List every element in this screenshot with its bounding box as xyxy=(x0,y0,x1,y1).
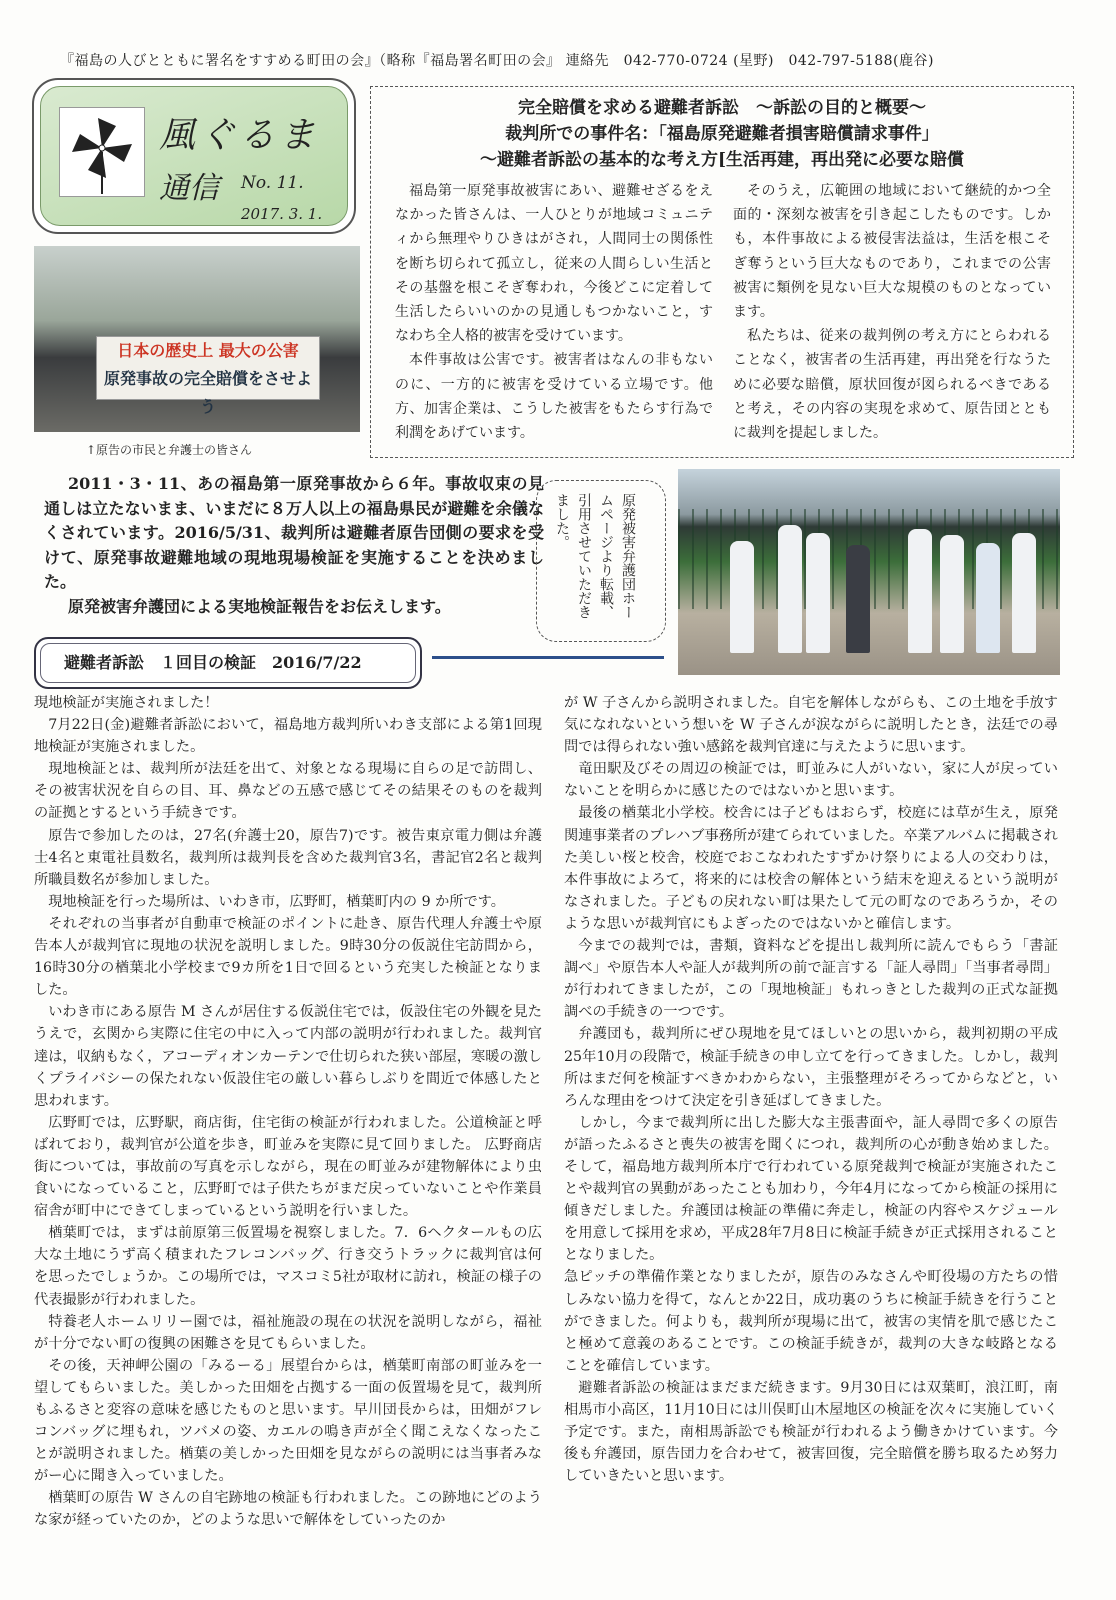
person-figure xyxy=(976,543,1000,653)
newsletter-subtitle: 通信 xyxy=(159,171,219,206)
person-figure xyxy=(778,525,802,653)
report-paragraph: 広野町では，広野駅，商店街，住宅街の検証が行われました。公道検証と呼ばれており，裁判官が公道を歩き，町並みを実際に見て回りました。 広野商店街については，事故前の写真を示しながら，現在の町並みが建物解体により虫食いになっていること，広野町では子供たちがまだ戻っていないことや作業員宿舎が町中にできてしまっているという説明を行いました。 xyxy=(34,1114,542,1220)
lead-paragraph: 2011・3・11、あの福島第一原発事故から６年。事故収束の見通しは立たないまま、いまだに８万人以上の福島県民が避難を余儀なくされています。2016/5/31、裁判所は避難者原告団側の要求を受けて、原発事故避難地域の現地現場検証を実施することを決めました。 xyxy=(44,474,544,591)
report-paragraph: いわき市にある原告 M さんが居住する仮説住宅では，仮設住宅の外観を見たうえで，玄関から実際に住宅の中に入って内部の説明が行われました。裁判官達は，収納もなく，アコーディオンカーテンで仕切られた狭い部屋，寒暖の激しくプライバシーの保たれない仮設住宅の厳しい暮らしぶりを間近で体感したと思われます。 xyxy=(34,1004,542,1109)
banner-line-1: 日本の歴史上 最大の公害 xyxy=(117,341,299,360)
summary-paragraph: そのうえ，広範囲の地域において継続的かつ全面的・深刻な被害を引き起こしたものです。しかも，本件事故による被侵害法益は，生活を根こそぎ奪うという巨大なものであり，これまでの公害被害に類例を見ない巨大な規模のものとなっています。 xyxy=(733,183,1051,321)
report-paragraph: 避難者訴訟の検証はまだまだ続きます。9月30日には双葉町，浪江町，南相馬市小高区，11月10日には川俣町山木屋地区の検証を次々に実施していく予定です。また，南相馬訴訟でも検証が行われるよう働きかけています。今後も弁護団，原告団力を合わせて，被害回復，完全賠償を勝ち取るため努力していきたいと思います。 xyxy=(564,1379,1058,1485)
section-title-box xyxy=(34,637,422,689)
newsletter-title: 風ぐるま xyxy=(159,115,320,156)
site-inspection-photo xyxy=(678,469,1060,675)
report-paragraph: 現地検証とは、裁判所が法廷を出て、対象となる現場に自らの足で訪問し、その被害状況を自らの目、耳、鼻などの五感で感じてその結果そのものを裁判の証拠とするという手続きです。 xyxy=(34,761,542,822)
person-figure xyxy=(908,529,932,653)
summary-title-line-1: 完全賠償を求める避難者訴訟 ～訴訟の目的と概要～ xyxy=(518,98,926,118)
report-paragraph: 原告で参加したのは，27名(弁護士20，原告7)です。被告東京電力側は弁護士4名と東電社員数名，裁判所は裁判長を含めた裁判官3名，書記官2名と裁判所職員数名が参加しました。 xyxy=(34,827,542,888)
issue-date: 2017. 3. 1. xyxy=(241,205,323,223)
issue-number: No. 11. xyxy=(241,173,304,193)
masthead-panel xyxy=(40,86,348,226)
report-paragraph: 最後の楢葉北小学校。校舎には子どもはおらず，校庭には草が生え，原発関連事業者のプレハブ事務所が建てられていました。卒業アルバムに掲載された美しい桜と校舎，校庭でおこなわれたすずかけ祭りによる人の交わりは，本件事故によろて，将来的には校舎の解体という結末を迎えるという説明がなされました。子どもの戻れない町は果たして元の町なのであろうか，そのような思いが裁判官にもよぎったのではないかと確信します。 xyxy=(564,805,1058,932)
masthead xyxy=(32,78,356,234)
report-paragraph: 今までの裁判では，書類，資料などを提出し裁判所に読んでもらう「書証調べ」や原告本人や証人が裁判所の前で証言する「証人尋問」「当事者尋問」が行われてきましたが，この「現地検証」もれっきとした裁判の正式な証拠調べの手続きの一つです。 xyxy=(564,938,1058,1021)
summary-title-line-3: ～避難者訴訟の基本的な考え方[生活再建，再出発に必要な賠償 xyxy=(479,150,965,170)
report-left-column xyxy=(34,692,542,1532)
source-note-text: 原発被害弁護団ホームページより転載、引用させていただきました。 xyxy=(554,493,636,619)
lead-paragraph: 原発被害弁護団による実地検証報告をお伝えします。 xyxy=(68,596,451,616)
person-figure xyxy=(730,541,754,653)
report-paragraph: 現地検証が実施されました！ xyxy=(34,695,219,711)
person-figure xyxy=(846,545,870,653)
summary-paragraph: 福島第一原発事故被害にあい、避難せざるをえなかった皆さんは、一人ひとりが地域コミュニティから無理やりひきはがされ，人間同士の関係性を断ち切られて孤立し，従来の人間らしい生活とその基盤を根こそぎ奪われ，今後どこに定着して生活したらいいのかの見通しもつかないこと，すなわち全人格的被害を受けています。 xyxy=(395,183,713,345)
report-paragraph: 楢葉町の原告 W さんの自宅跡地の検証も行われました。この跡地にどのような家が経っていたのか，どのような思いで解体をしていったのか xyxy=(34,1490,542,1529)
plaintiffs-photo xyxy=(34,246,360,432)
banner-line-2: 原発事故の完全賠償をさせよう xyxy=(103,369,312,416)
person-figure xyxy=(940,535,964,653)
report-paragraph: 弁護団も，裁判所にぜひ現地を見てほしいとの思いから，裁判初期の平成25年10月の段階で，検証手続きの申し立てを行ってきました。しかし，裁判所はまだ何を検証すべきかわからない，主張整理がそろってからなどと，いろんな理由をつけて決定を引き延ばしてきました。 xyxy=(564,1026,1058,1109)
summary-title-line-2: 裁判所での事件名：「福島原発避難者損害賠償請求事件」 xyxy=(505,124,939,144)
report-paragraph: 竜田駅及びその周辺の検証では，町並みに人がいない，家に人が戻っていないことを明らかに感じたのではないかと思います。 xyxy=(564,761,1058,800)
report-right-column xyxy=(564,692,1058,1487)
summary-paragraph: 本件事故は公害です。被害者はなんの非もないのに、一方的に被害を受けている立場です。他方、加害企業は、こうした被害をもたらす行為で利潤をあげています。 xyxy=(395,352,713,442)
contact-line: 『福島の人びとともに署名をすすめる町田の会』（略称『福島署名町田の会』 連絡先 042-770-0724 (星野) 042-797-5188(鹿谷) xyxy=(60,53,934,69)
lead-text xyxy=(44,472,544,619)
report-paragraph: 7月22日(金)避難者訴訟において，福島地方裁判所いわき支部による第1回現地検証が実施されました。 xyxy=(34,717,542,756)
report-paragraph: その後，天神岬公園の「みるーる」展望台からは，楢葉町南部の町並みを一望してもらいました。美しかった田畑を占拠する一面の仮置場を見て，裁判所もふるさと変容の意味を感じたものと思います。早川団長からは，田畑がフレコンバッグに埋もれ，ツバメの姿、カエルの鳴き声が全く聞こえなくなったことが説明されました。楢葉の美しかった田畑を見ながらの説明には当事者みながー心に聞き入っていました。 xyxy=(34,1357,542,1485)
summary-paragraph: 私たちは、従来の裁判例の考え方にとらわれることなく，被害者の生活再建，再出発を行なうために必要な賠償，原状回復が図られるべきであると考え，その内容の実現を求めて、原告団とともに裁判を提起しました。 xyxy=(733,328,1051,442)
lawsuit-summary-box xyxy=(370,86,1074,458)
person-figure xyxy=(1012,533,1036,653)
report-paragraph: 急ピッチの準備作業となりましたが，原告のみなさんや町役場の方たちの惜しみない協力を得て，なんとか22日，成功裏のうちに検証手続きを行うことができました。何よりも，裁判所が現場に出て，被害の実情を肌で感じたこと極めて意義のあることです。この検証手続きが，裁判の大きな岐路となることを確信しています。 xyxy=(564,1269,1058,1374)
report-paragraph: しかし，今まで裁判所に出した膨大な主張書面や，証人尋問で多くの原告が語ったふるさと喪失の被害を聞くにつれ，裁判所の心が動き始めました。そして，福島地方裁判所本庁で行われている原発裁判で検証が実施されたことや裁判官の異動があったことも加わり，今年4月になってから検証の採用に傾きだしました。弁護団は検証の準備に奔走し，検証の内容やスケジュールを用意して採用を求め，平成28年7月8日に検証手続きが正式採用されることとなりました。 xyxy=(564,1114,1058,1264)
person-figure xyxy=(806,533,830,653)
report-paragraph: 特養老人ホームリリー園では，福祉施設の現在の状況を説明しながら，福祉が十分でない町の復興の困難さを見てもらいました。 xyxy=(34,1313,542,1352)
protest-banner xyxy=(96,336,320,416)
report-paragraph: 楢葉町では，まずは前原第三仮置場を視察しました。7．6ヘクタールもの広大な土地にうず高く積まれたフレコンバッグ、行き交うトラックに裁判官は何を思ったでしょうか。この場所では，マスコミ5社が取材に訪れ，検証の様子の代表撮影が行われました。 xyxy=(34,1225,542,1308)
section-rule xyxy=(432,656,664,659)
summary-body xyxy=(395,179,1051,445)
report-paragraph: それぞれの当事者が自動車で検証のポイントに赴き、原告代理人弁護士や原告本人が裁判官に現地の状況を説明しました。9時30分の仮説住宅訪問から，16時30分の楢葉北小学校まで9カ所を1日で回るという充実した検証となりました。 xyxy=(34,915,542,999)
source-note-box xyxy=(536,480,666,642)
report-paragraph: が W 子さんから説明されました。自宅を解体しながらも、この土地を手放す気になれないという想いを W 子さんが涙ながらに説明したとき，法廷での尋問では得られない強い感銘を裁判官達に与えたように思います。 xyxy=(564,695,1058,756)
photo-caption: ↑原告の市民と弁護士の皆さん xyxy=(86,443,253,457)
section-title: 避難者訴訟 １回目の検証 2016/7/22 xyxy=(64,653,362,672)
pinwheel-icon xyxy=(59,107,145,197)
report-paragraph: 現地検証を行った場所は、いわき市，広野町，楢葉町内の 9 か所です。 xyxy=(48,893,505,910)
